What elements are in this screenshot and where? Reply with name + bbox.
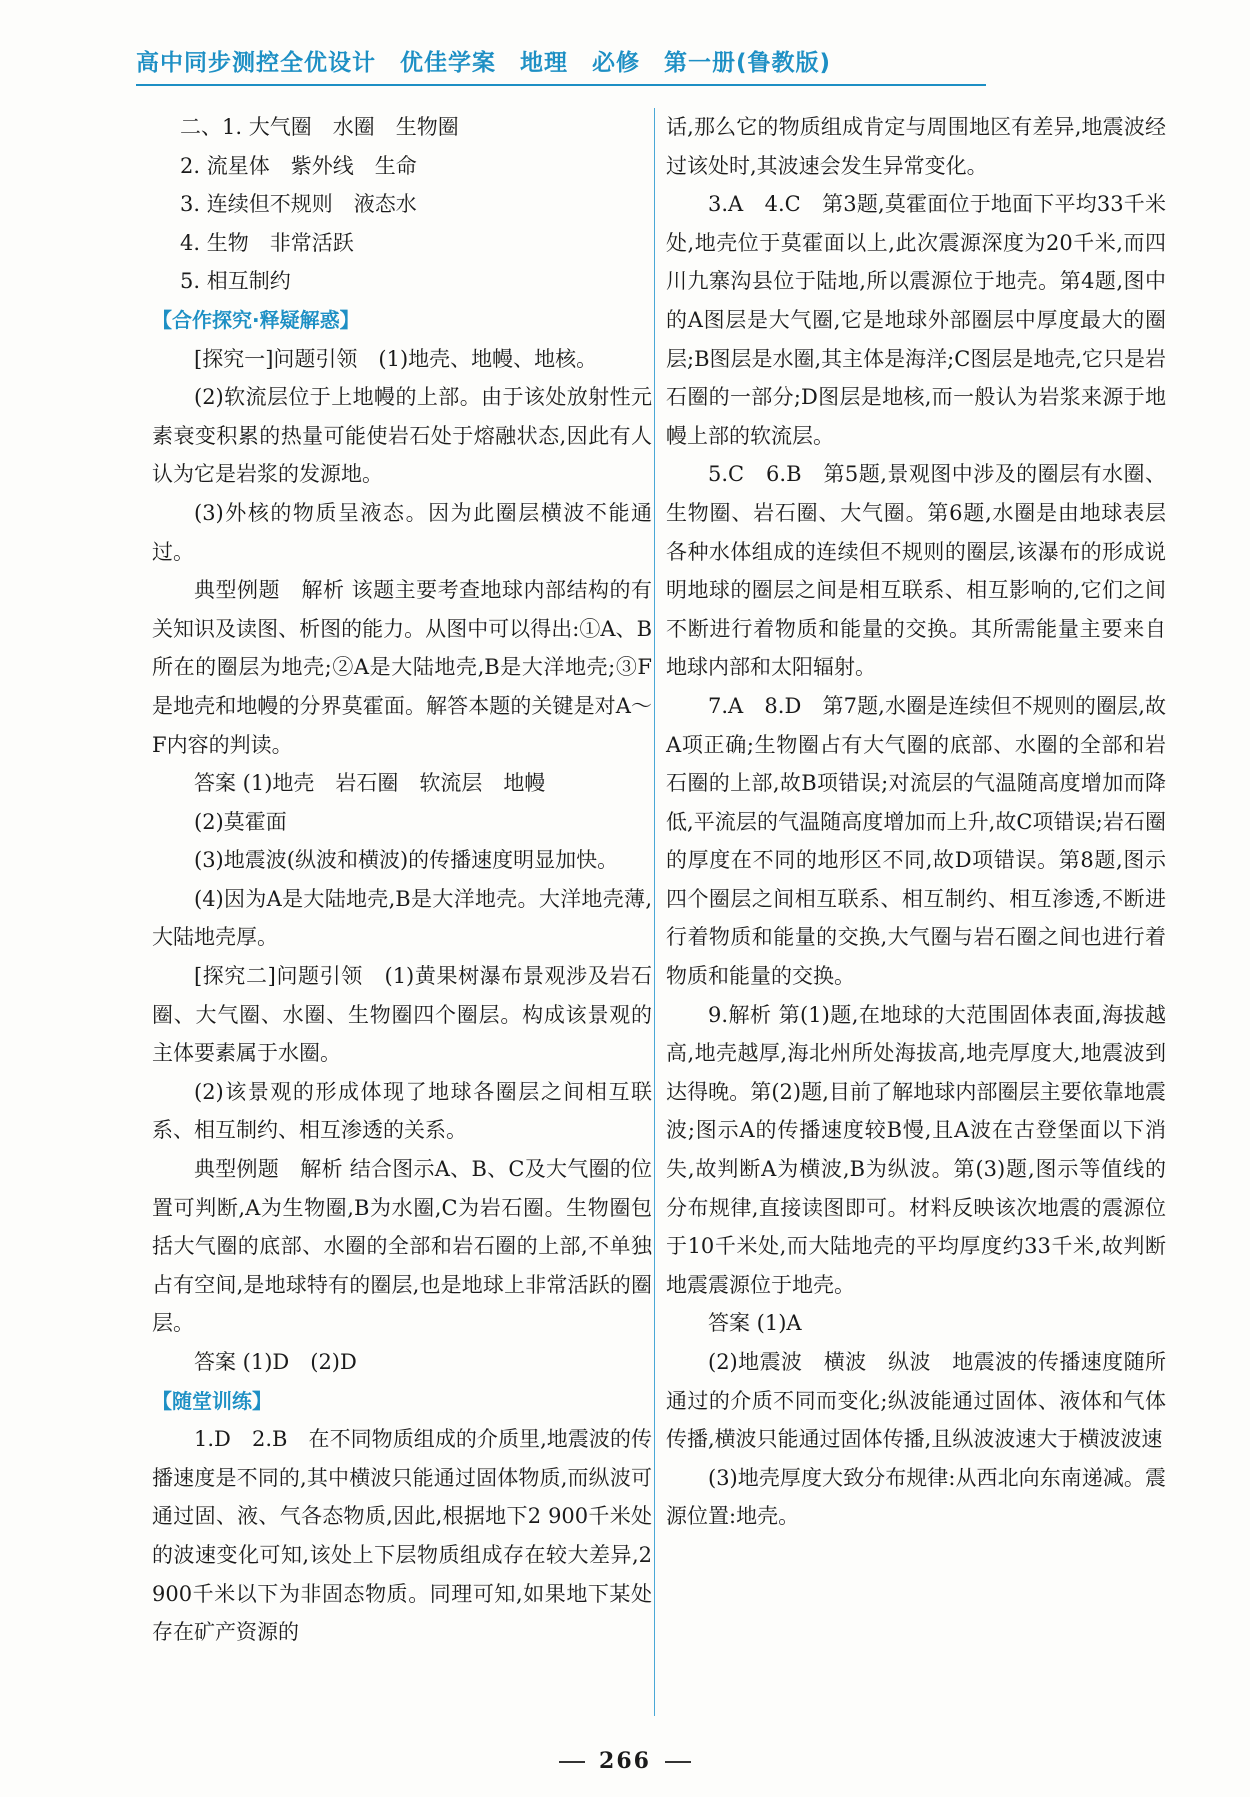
left-column bbox=[152, 108, 652, 1652]
paragraph: (2)该景观的形成体现了地球各圈层之间相互联系、相互制约、相互渗透的关系。 bbox=[152, 1079, 652, 1143]
footer-dash bbox=[559, 1761, 585, 1763]
paragraph: 9.解析 第(1)题,在地球的大范围固体表面,海拔越高,地壳越厚,海北州所处海拔高,地壳厚度大,地震波到达得晚。第(2)题,目前了解地球内部圈层主要依靠地震波;图示A的传播速度较B慢,且A波在古登堡面以下消失,故判断A为横波,B为纵波。第(3)题,图示等值线的分布规律,直接读图即可。材料反映该次地震的震源位于10千米处,而大陆地壳的平均厚度约33千米,故判断地震震源位于地壳。 bbox=[666, 1002, 1166, 1297]
answer-line: 5. 相互制约 bbox=[180, 269, 291, 294]
section-heading: 【合作探究·释疑解惑】 bbox=[152, 307, 360, 332]
answer-line: 2. 流星体 紫外线 生命 bbox=[180, 153, 417, 178]
running-header: 高中同步测控全优设计 优佳学案 地理 必修 第一册(鲁教版) bbox=[136, 50, 832, 76]
paragraph: 1.D 2.B 在不同物质组成的介质里,地震波的传播速度是不同的,其中横波只能通过固体物质,而纵波可通过固、液、气各态物质,因此,根据地下2 900千米处的波速变化可知,该处上下层物质组成存在较大差异,2 900千米以下为非固态物质。同理可知,如果地下某处存在矿产资源的 bbox=[152, 1427, 652, 1645]
answer-line: 4. 生物 非常活跃 bbox=[180, 230, 354, 255]
answer-line: 3. 连续但不规则 液态水 bbox=[180, 192, 417, 217]
paragraph: 答案 (1)A bbox=[708, 1311, 802, 1336]
paragraph: 典型例题 解析 该题主要考查地球内部结构的有关知识及读图、析图的能力。从图中可以得出:①A、B所在的圈层为地壳;②A是大陆地壳,B是大洋地壳;③F是地壳和地幔的分界莫霍面。解答本题的关键是对A～F内容的判读。 bbox=[152, 578, 652, 757]
paragraph: (3)地壳厚度大致分布规律:从西北向东南递减。震源位置:地壳。 bbox=[666, 1465, 1166, 1529]
paragraph: 答案 (1)D (2)D bbox=[194, 1350, 357, 1374]
section-heading: 【随堂训练】 bbox=[152, 1388, 272, 1413]
paragraph: (4)因为A是大陆地壳,B是大洋地壳。大洋地壳薄,大陆地壳厚。 bbox=[152, 886, 652, 950]
paragraph: (3)外核的物质呈液态。因为此圈层横波不能通过。 bbox=[152, 500, 652, 564]
paragraph: 5.C 6.B 第5题,景观图中涉及的圈层有水圈、生物圈、岩石圈、大气圈。第6题,水圈是由地球表层各种水体组成的连续但不规则的圈层,该瀑布的形成说明地球的圈层之间是相互联系、相互影响的,它们之间不断进行着物质和能量的交换。其所需能量主要来自地球内部和太阳辐射。 bbox=[666, 462, 1166, 680]
paragraph: 3.A 4.C 第3题,莫霍面位于地面下平均33千米处,地壳位于莫霍面以上,此次震源深度为20千米,而四川九寨沟县位于陆地,所以震源位于地壳。第4题,图中的A图层是大气圈,它是地球外部圈层中厚度最大的圈层;B图层是水圈,其主体是海洋;C图层是地壳,它只是岩石圈的一部分;D图层是地核,而一般认为岩浆来源于地幔上部的软流层。 bbox=[666, 192, 1166, 448]
paragraph: 典型例题 解析 结合图示A、B、C及大气圈的位置可判断,A为生物圈,B为水圈,C为岩石圈。生物圈包括大气圈的底部、水圈的全部和岩石圈的上部,不单独占有空间,是地球特有的圈层,也是地球上非常活跃的圈层。 bbox=[152, 1157, 652, 1336]
paragraph: (2)地震波 横波 纵波 地震波的传播速度随所通过的介质不同而变化;纵波能通过固体、液体和气体传播,横波只能通过固体传播,且纵波波速大于横波波速 bbox=[666, 1350, 1166, 1452]
paragraph: 话,那么它的物质组成肯定与周围地区有差异,地震波经过该处时,其波速会发生异常变化。 bbox=[666, 115, 1166, 178]
paragraph: 7.A 8.D 第7题,水圈是连续但不规则的圈层,故A项正确;生物圈占有大气圈的底部、水圈的全部和岩石圈的上部,故B项错误;对流层的气温随高度增加而降低,平流层的气温随高度增加而上升,故C项错误;岩石圈的厚度在不同的地形区不同,故D项错误。第8题,图示四个圈层之间相互联系、相互制约、相互渗透,不断进行着物质和能量的交换,大气圈与岩石圈之间也进行着物质和能量的交换。 bbox=[666, 693, 1166, 989]
paragraph: (3)地震波(纵波和横波)的传播速度明显加快。 bbox=[194, 848, 619, 873]
paragraph: [探究二]问题引领 (1)黄果树瀑布景观涉及岩石圈、大气圈、水圈、生物圈四个圈层。构成该景观的主体要素属于水圈。 bbox=[152, 964, 652, 1066]
paragraph: 答案 (1)地壳 岩石圈 软流层 地幔 bbox=[194, 771, 546, 796]
column-divider bbox=[654, 108, 655, 1716]
paragraph: [探究一]问题引领 (1)地壳、地幔、地核。 bbox=[194, 346, 598, 371]
header-rule bbox=[136, 84, 986, 86]
paragraph: (2)软流层位于上地幔的上部。由于该处放射性元素衰变积累的热量可能使岩石处于熔融状态,因此有人认为它是岩浆的发源地。 bbox=[152, 385, 652, 487]
page-footer bbox=[0, 1748, 1250, 1774]
right-column bbox=[666, 108, 1166, 1536]
paragraph: (2)莫霍面 bbox=[194, 809, 287, 834]
footer-dash bbox=[665, 1761, 691, 1763]
answer-line: 二、1. 大气圈 水圈 生物圈 bbox=[180, 115, 459, 139]
page-number: 266 bbox=[599, 1748, 651, 1774]
